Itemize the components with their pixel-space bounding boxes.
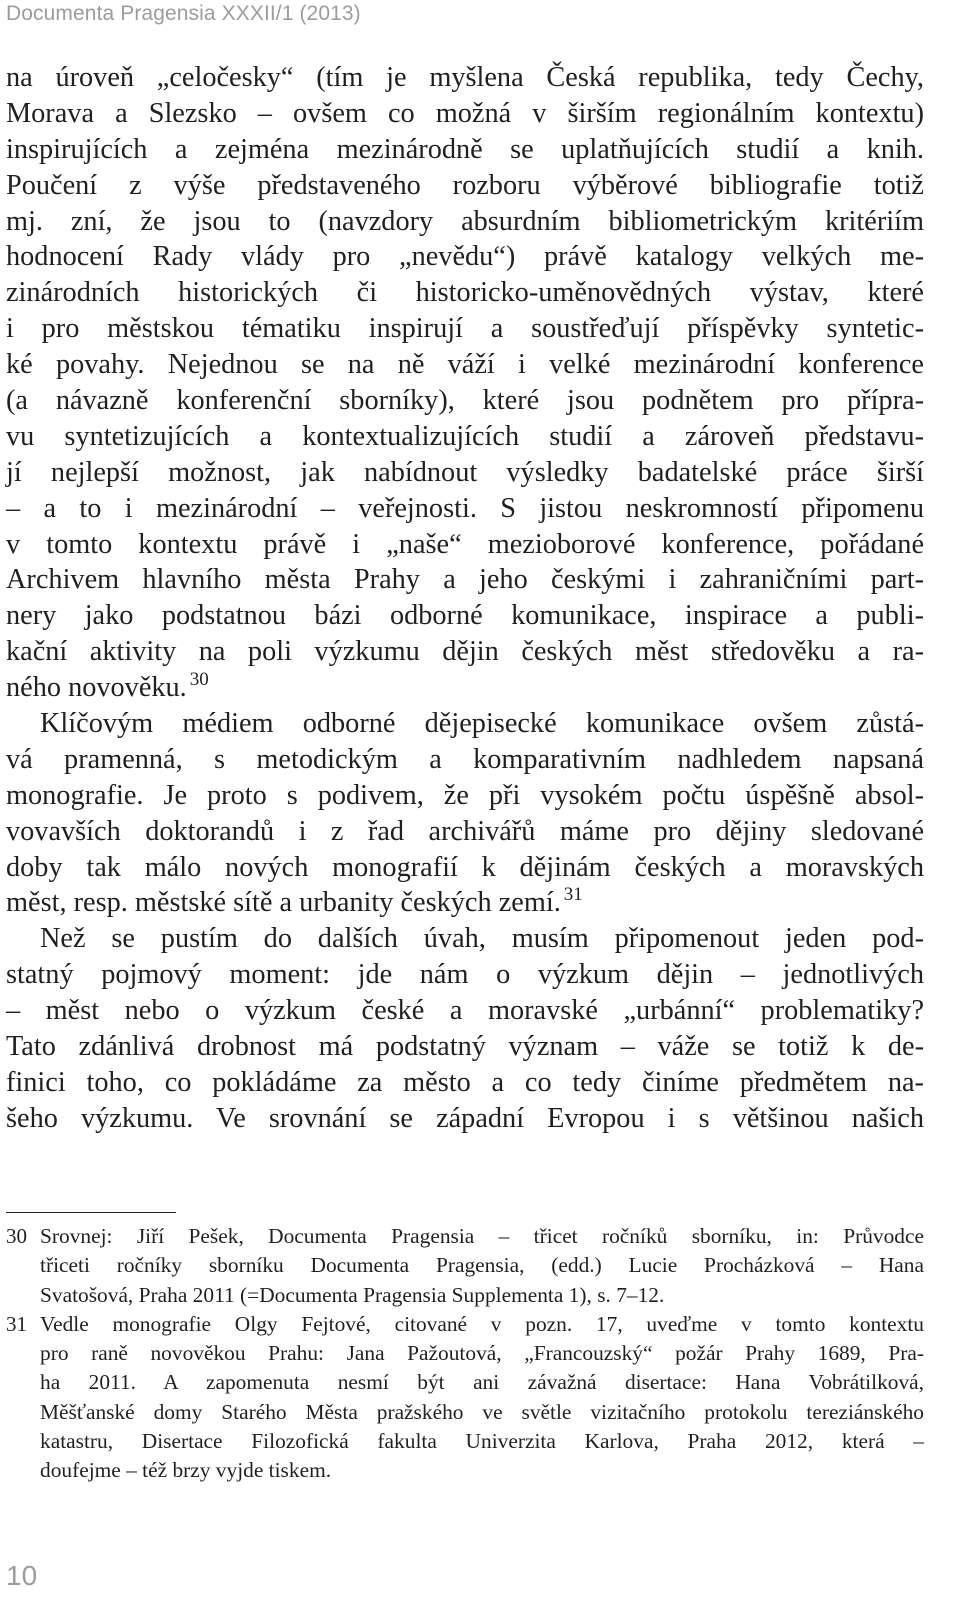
body-line: vu syntetizujících a kontextualizujících studií a zároveň představu- [6, 420, 924, 452]
body-line: Než se pustím do dalších úvah, musím připomenout jeden pod- [40, 923, 924, 955]
footnote-line: katastru, Disertace Filozofická fakulta Univerzita Karlova, Praha 2012, která – [40, 1429, 924, 1454]
body-line: i pro městskou tématiku inspirují a soustřeďují příspěvky syntetic- [6, 313, 924, 345]
body-line: ké povahy. Nejednou se na ně váží i velké mezinárodní konference [6, 349, 924, 381]
body-line: Poučení z výše představeného rozboru výběrové bibliografie totiž [6, 169, 924, 201]
footnote-line: pro raně novověkou Prahu: Jana Pažoutová, „Francouzský“ požár Prahy 1689, Pra- [40, 1341, 924, 1366]
footnote-number: 31 [6, 1311, 27, 1336]
body-line: Tato zdánlivá drobnost má podstatný význam – váže se totiž k de- [6, 1031, 924, 1063]
body-line: hodnocení Rady vlády pro „nevědu“) právě katalogy velkých me- [6, 241, 924, 273]
body-line: doby tak málo nových monografií k dějinám českých a moravských [6, 851, 924, 883]
body-line: (a návazně konferenční sborníky), které jsou podnětem pro přípra- [6, 385, 924, 417]
footnote-line: Svatošová, Praha 2011 (=Documenta Pragensia Supplementa 1), s. 7–12. [40, 1282, 665, 1307]
footnote-31 [6, 1310, 924, 1486]
body-line [6, 670, 924, 706]
body-line: Morava a Slezsko – ovšem co možná v širším regionálním kontextu) [6, 97, 924, 129]
body-line-text: ného novověku. [6, 672, 187, 704]
body-line: monografie. Je proto s podivem, že při vysokém počtu úspěšně absol- [6, 779, 924, 811]
body-line: v tomto kontextu právě i „naše“ mezioborové konference, pořádané [6, 528, 924, 560]
body-line: vá pramenná, s metodickým a komparativním nadhledem napsaná [6, 743, 924, 775]
footnote-line: třiceti ročníky sborníku Documenta Pragensia, (edd.) Lucie Procházková – Hana [40, 1253, 924, 1278]
footnote-line: Měšťanské domy Starého Města pražského ve světle vizitačního protokolu tereziánského [40, 1399, 924, 1424]
body-line: kační aktivity na poli výzkumu dějin českých měst středověku a ra- [6, 636, 924, 668]
page-number: 10 [6, 1560, 38, 1591]
footnote-30 [6, 1222, 924, 1310]
running-head: Documenta Pragensia XXXII/1 (2013) [6, 2, 361, 25]
body-line [6, 885, 924, 921]
body-line: Klíčovým médiem odborné dějepisecké komunikace ovšem zůstá- [40, 708, 924, 740]
body-line-text: měst, resp. městské sítě a urbanity českých zemí. [6, 887, 561, 919]
footnote-line: doufejme – též brzy vyjde tiskem. [40, 1458, 332, 1483]
footnote-number: 30 [6, 1224, 27, 1248]
body-line: finici toho, co pokládáme za město a co tedy činíme předmětem na- [6, 1066, 924, 1098]
body-text [6, 60, 924, 1137]
body-line: nery jako podstatnou bázi odborné komunikace, inspirace a publi- [6, 600, 924, 632]
body-line: Archivem hlavního města Prahy a jeho českými i zahraničními part- [6, 564, 924, 596]
body-line: zinárodních historických či historicko-uměnovědných výstav, které [6, 277, 924, 309]
body-line: – měst nebo o výzkum české a moravské „urbánní“ problematiky? [6, 995, 924, 1027]
body-line: jí nejlepší možnost, jak nabídnout výsledky badatelské práce širší [6, 456, 924, 488]
body-line: inspirujících a zejména mezinárodně se uplatňujících studií a knih. [6, 133, 924, 165]
footnote-line: Vedle monografie Olgy Fejtové, citované v pozn. 17, uveďme v tomto kontextu [40, 1311, 924, 1336]
footnote-reference[interactable]: 31 [563, 884, 583, 906]
body-line: šeho výzkumu. Ve srovnání se západní Evropou i s většinou našich [6, 1102, 924, 1134]
body-line: – a to i mezinárodní – veřejnosti. S jistou neskromností připomenu [6, 492, 924, 524]
footnote-reference[interactable]: 30 [189, 669, 209, 691]
body-line: vovavších doktorandů i z řad archivářů máme pro dějiny sledované [6, 815, 924, 847]
body-line: mj. zní, že jsou to (navzdory absurdním bibliometrickým kritériím [6, 205, 924, 237]
body-line: na úroveň „celočesky“ (tím je myšlena Česká republika, tedy Čechy, [6, 62, 924, 93]
footnote-line: ha 2011. A zapomenuta nesmí být ani závažná disertace: Hana Vobrátilková, [40, 1370, 924, 1395]
footnote-separator [6, 1212, 176, 1213]
footnote-line: Srovnej: Jiří Pešek, Documenta Pragensia – třicet ročníků sborníku, in: Průvodce [40, 1224, 924, 1248]
footnotes [6, 1222, 924, 1486]
body-line: statný pojmový moment: jde nám o výzkum dějin – jednotlivých [6, 959, 924, 991]
